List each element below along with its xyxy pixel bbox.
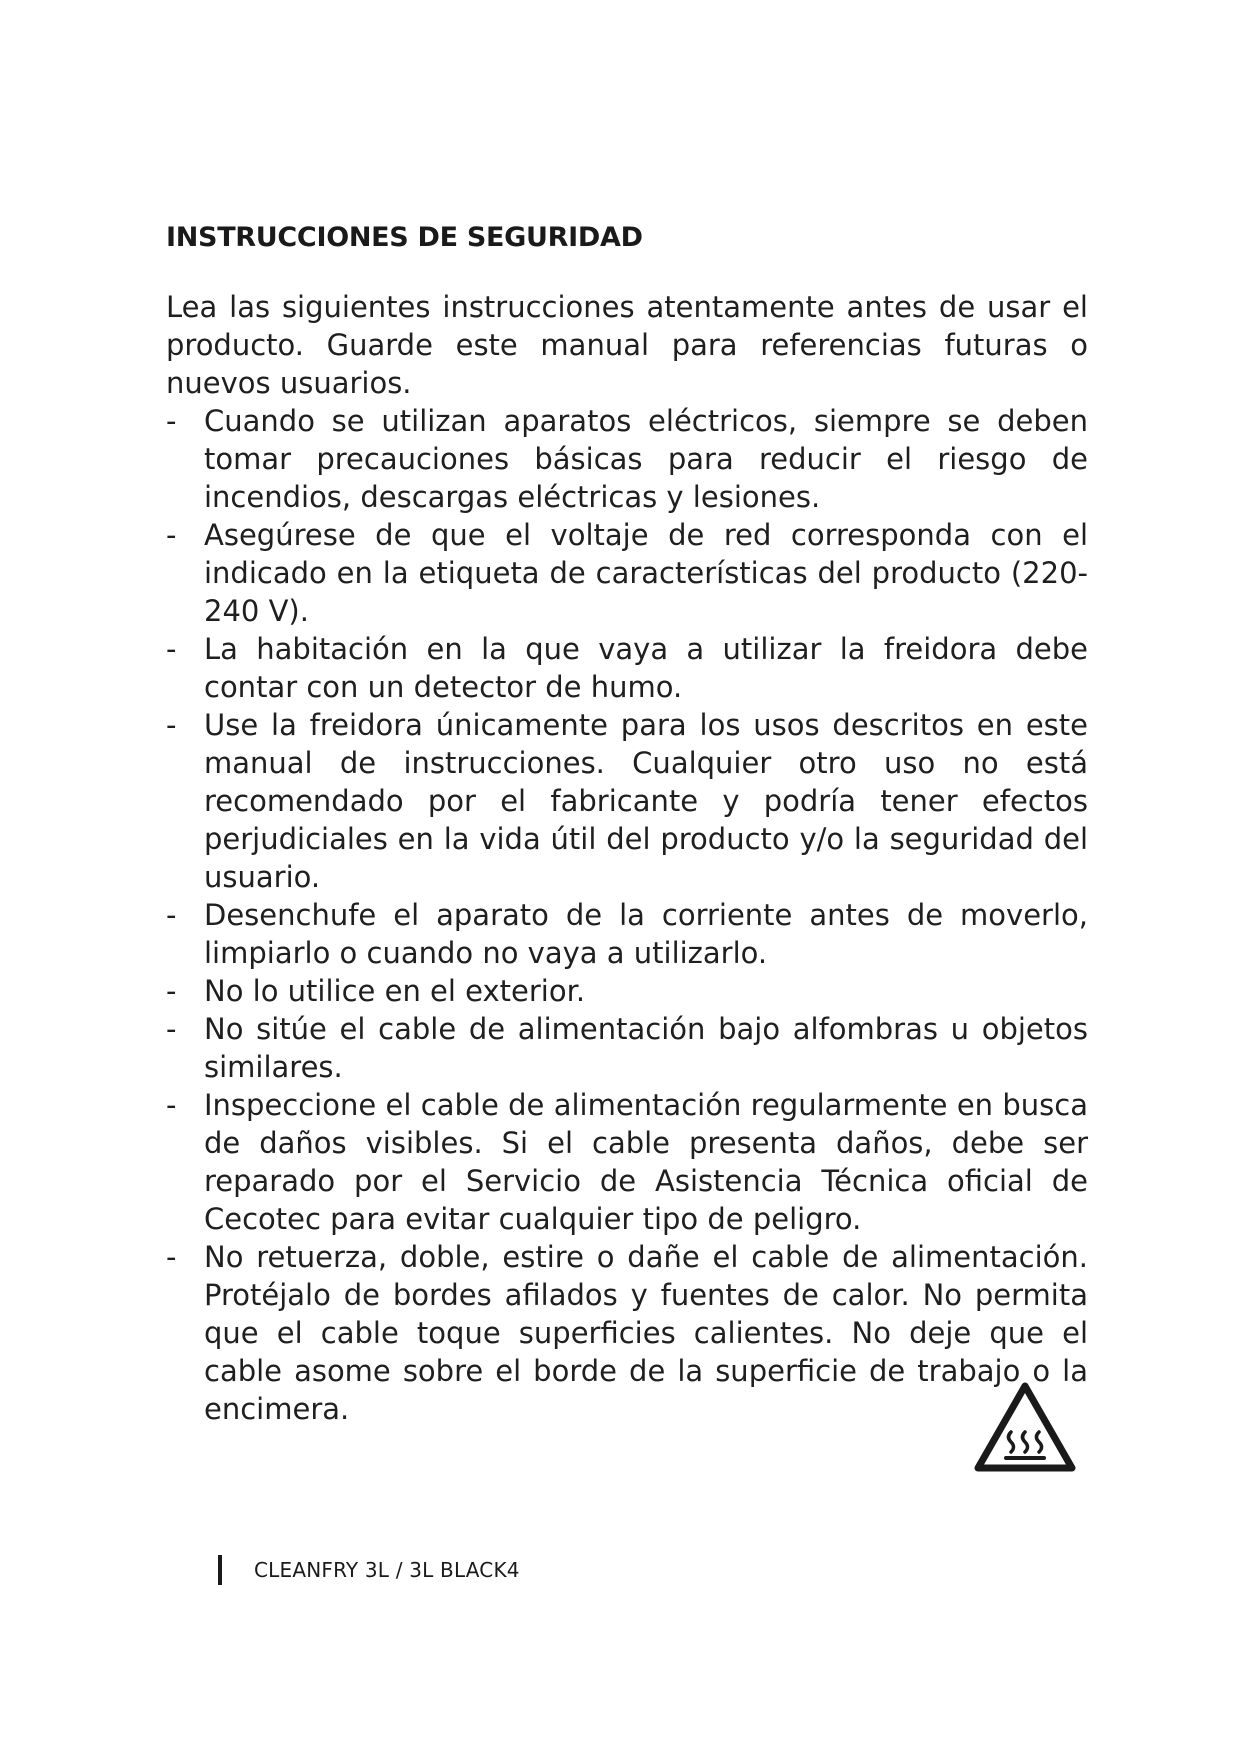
safety-item-text: No retuerza, doble, estire o dañe el cable de alimentación. Protéjalo de bordes afilados y fuentes de calor. No permita que el cable toque superficies calientes. No deje que el cable asome sobre el borde de la superficie de trabajo o la encimera. bbox=[204, 1240, 1088, 1426]
bullet-dash: - bbox=[166, 632, 177, 666]
safety-item bbox=[166, 516, 1088, 630]
intro-paragraph: Lea las siguientes instrucciones atentamente antes de usar el producto. Guarde este manual para referencias futuras o nuevos usuarios. bbox=[166, 290, 1088, 400]
safety-item bbox=[166, 1086, 1088, 1238]
bullet-dash: - bbox=[166, 708, 177, 742]
bullet-dash: - bbox=[166, 1088, 177, 1122]
page-title: INSTRUCCIONES DE SEGURIDAD bbox=[166, 222, 643, 253]
bullet-dash: - bbox=[166, 404, 177, 438]
safety-item-text: Use la freidora únicamente para los usos descritos en este manual de instrucciones. Cualquier otro uso no está recomendado por el fabricante y podría tener efectos perjudiciales en la vida útil del producto y/o la seguridad del usuario. bbox=[204, 708, 1088, 894]
bullet-dash: - bbox=[166, 974, 177, 1008]
safety-item-text: No sitúe el cable de alimentación bajo alfombras u objetos similares. bbox=[204, 1012, 1088, 1084]
safety-item-text: No lo utilice en el exterior. bbox=[204, 974, 586, 1008]
bullet-dash: - bbox=[166, 898, 177, 932]
safety-list bbox=[166, 402, 1088, 1428]
safety-item-text: La habitación en la que vaya a utilizar la freidora debe contar con un detector de humo. bbox=[204, 632, 1088, 704]
safety-item bbox=[166, 706, 1088, 896]
safety-instructions bbox=[166, 288, 1088, 1428]
safety-item-text: Asegúrese de que el voltaje de red corresponda con el indicado en la etiqueta de características del producto (220-240 V). bbox=[204, 518, 1088, 628]
safety-item bbox=[166, 1238, 1088, 1428]
safety-item bbox=[166, 972, 1088, 1010]
footer-product-name bbox=[254, 1558, 520, 1582]
safety-item-text: Cuando se utilizan aparatos eléctricos, siempre se deben tomar precauciones básicas para reducir el riesgo de incendios, descargas eléctricas y lesiones. bbox=[204, 404, 1088, 514]
safety-item-text: Inspeccione el cable de alimentación regularmente en busca de daños visibles. Si el cable presenta daños, debe ser reparado por el Servicio de Asistencia Técnica oficial de Cecotec para evitar cualquier tipo de peligro. bbox=[204, 1088, 1088, 1236]
hot-surface-warning-icon bbox=[972, 1380, 1078, 1476]
safety-item bbox=[166, 402, 1088, 516]
safety-item-text: Desenchufe el aparato de la corriente antes de moverlo, limpiarlo o cuando no vaya a utilizarlo. bbox=[204, 898, 1088, 970]
bullet-dash: - bbox=[166, 518, 177, 552]
bullet-dash: - bbox=[166, 1240, 177, 1274]
page-footer bbox=[218, 1554, 520, 1586]
footer-divider bbox=[218, 1555, 222, 1585]
footer-product: CLEANFRY 3L / 3L BLACK bbox=[254, 1558, 507, 1582]
safety-item bbox=[166, 896, 1088, 972]
safety-item bbox=[166, 630, 1088, 706]
safety-item bbox=[166, 1010, 1088, 1086]
bullet-dash: - bbox=[166, 1012, 177, 1046]
page-number: 4 bbox=[506, 1558, 520, 1582]
